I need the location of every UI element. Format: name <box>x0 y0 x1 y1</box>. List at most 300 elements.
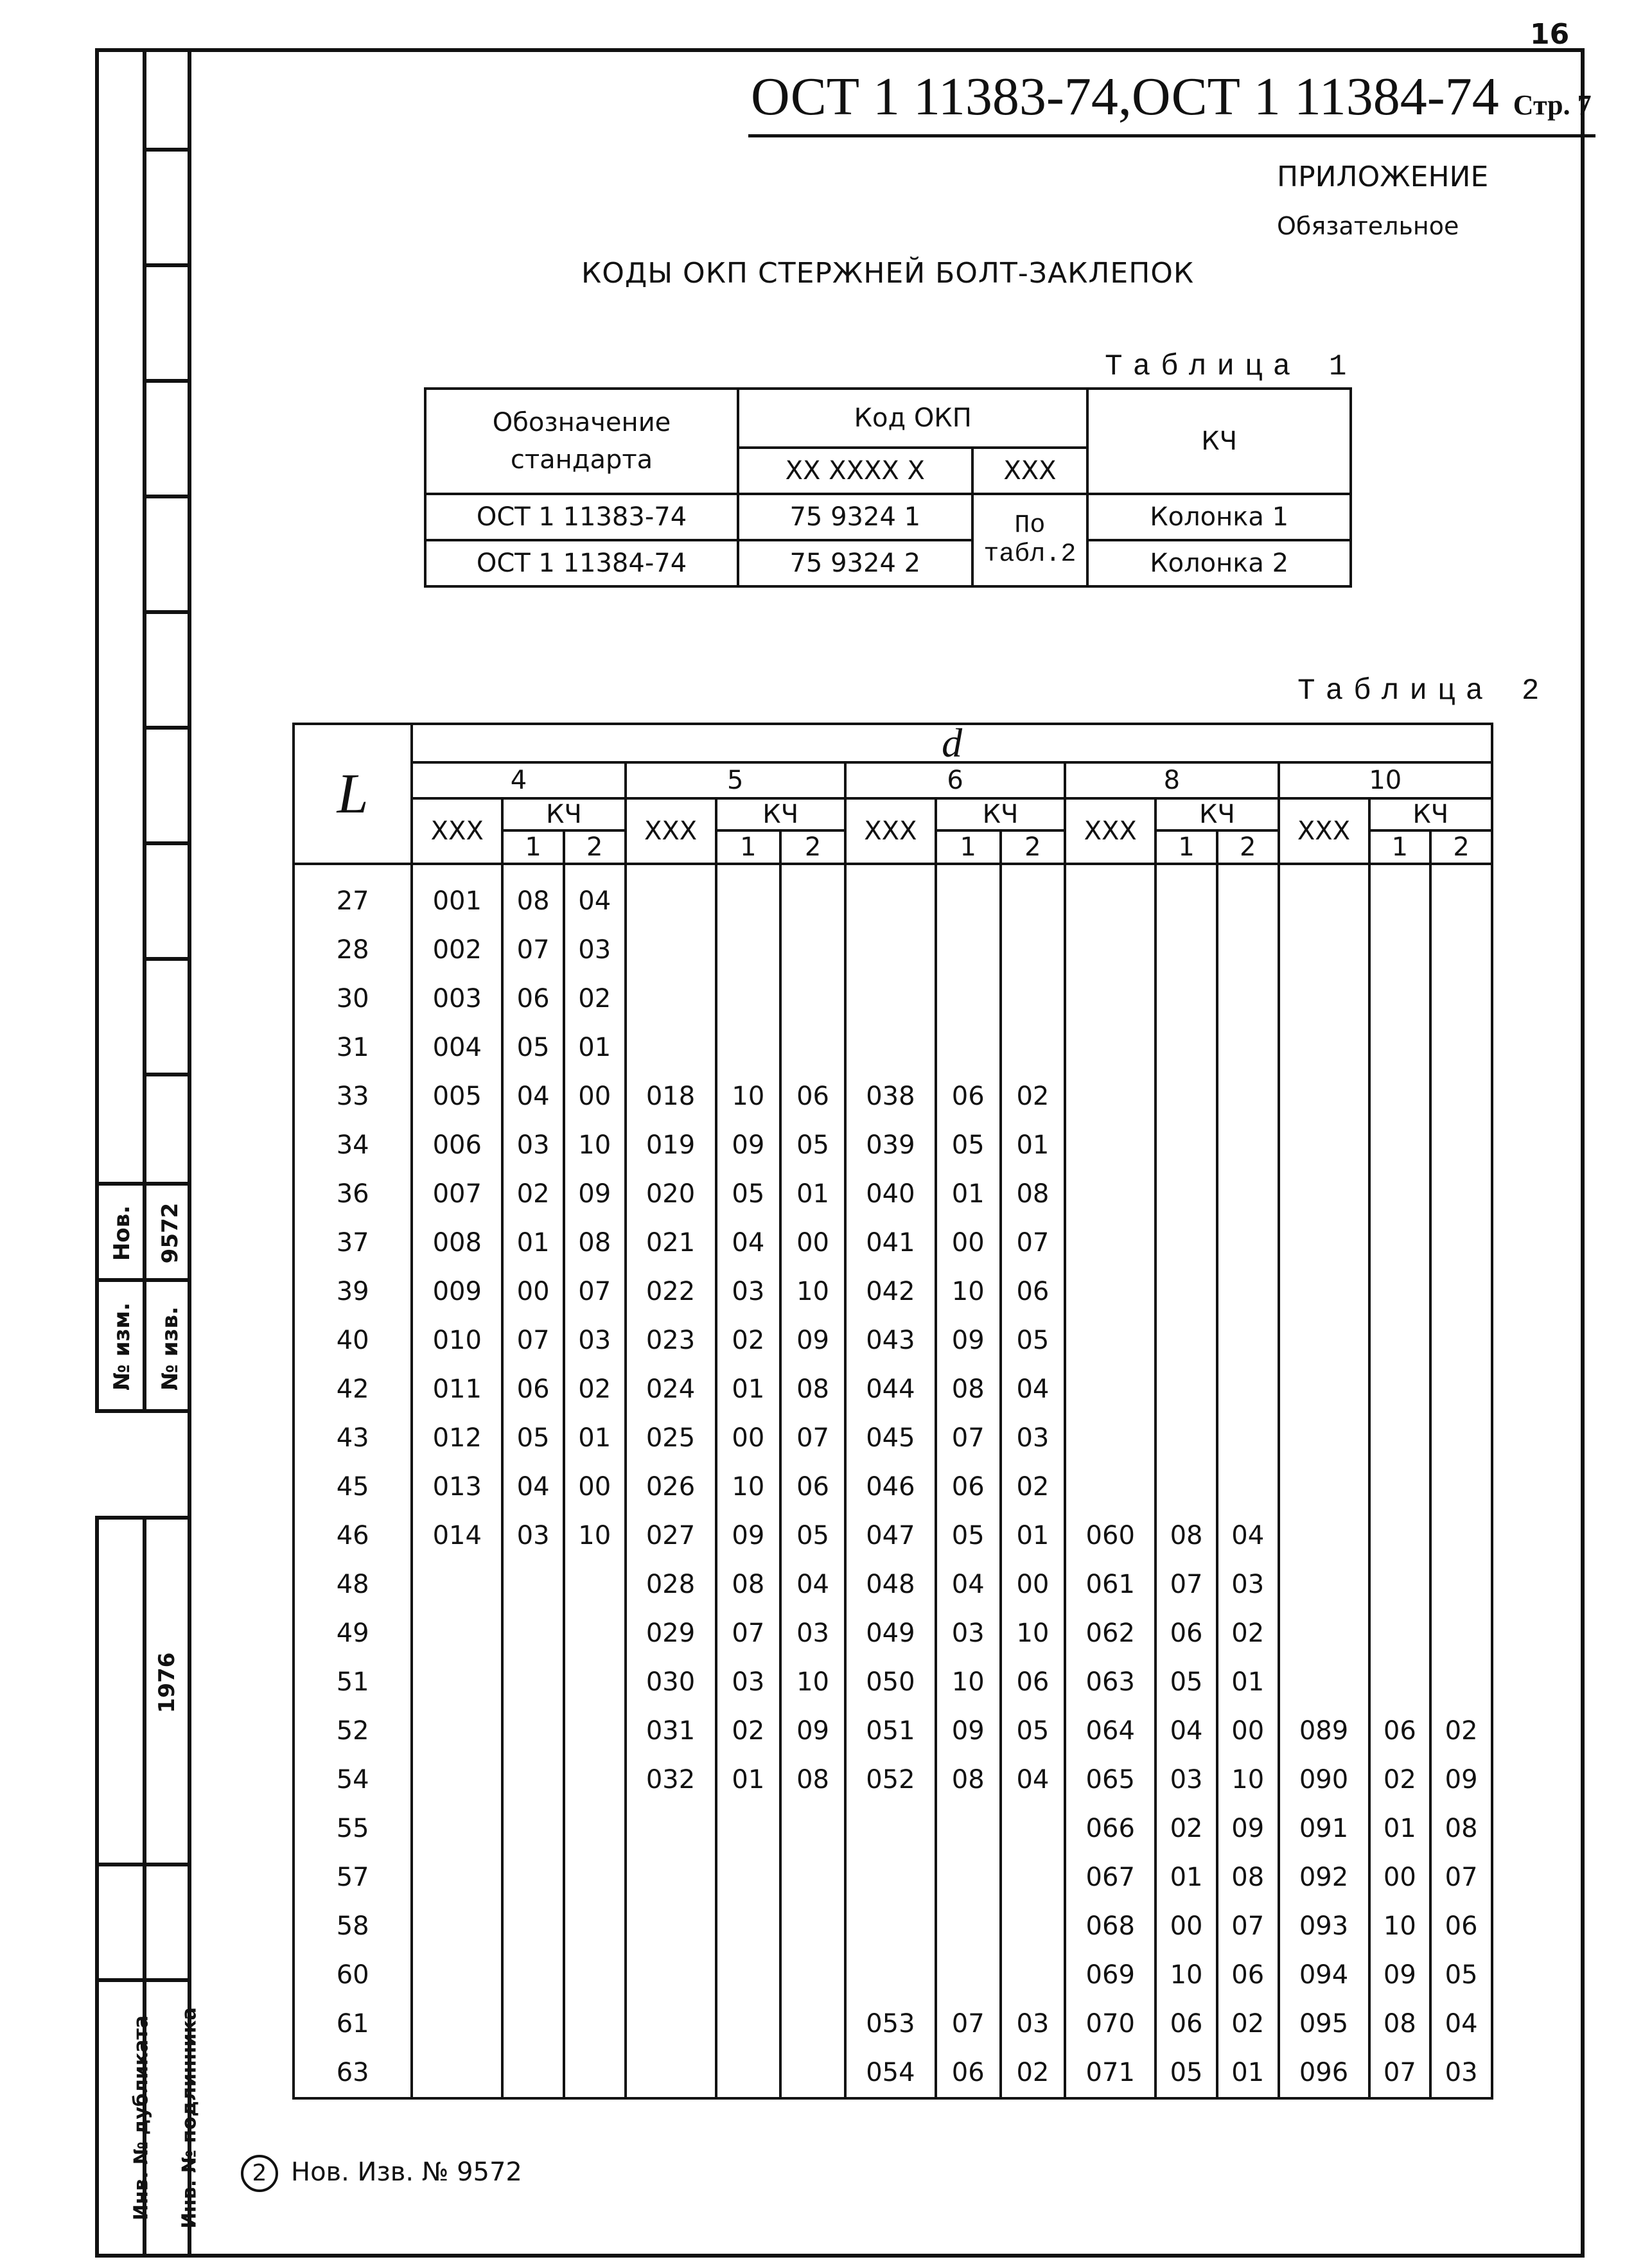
table2-cell: 09 <box>1369 1951 1431 1999</box>
table2-cell: 03 <box>502 1121 564 1170</box>
table2-cell <box>1065 1218 1156 1267</box>
table2-cell <box>1369 1560 1431 1609</box>
table2-cell: 09 <box>780 1316 845 1365</box>
table2-xxx-header: XXX <box>412 798 502 864</box>
table2-cell <box>1279 1316 1369 1365</box>
table2-cell <box>564 1902 626 1951</box>
table2-cell: 068 <box>1065 1902 1156 1951</box>
table2-cell <box>564 1804 626 1853</box>
table2-cell <box>1065 1462 1156 1511</box>
table2-kch-col2-header: 2 <box>1430 830 1492 864</box>
table2-cell: 02 <box>1217 1609 1279 1658</box>
table2-cell: 04 <box>1156 1707 1217 1755</box>
table2-kch-col1-header: 1 <box>936 830 1001 864</box>
table2-cell: 07 <box>716 1609 781 1658</box>
table2-caption: Таблица 2 <box>1297 674 1550 708</box>
table2-cell <box>780 1023 845 1072</box>
table2-cell: 096 <box>1279 2048 1369 2098</box>
table2-kch-header: КЧ <box>1369 798 1493 830</box>
table2-cell <box>1156 1023 1217 1072</box>
table2-cell: 06 <box>1001 1267 1066 1316</box>
table2-cell: 06 <box>936 1072 1001 1121</box>
table2-kch-col1-header: 1 <box>1369 830 1431 864</box>
table2-cell: 095 <box>1279 1999 1369 2048</box>
table2-cell <box>412 1560 502 1609</box>
table1-cell-kch: Колонка 2 <box>1087 540 1351 586</box>
table2-kch-col2-header: 2 <box>564 830 626 864</box>
table2-cell: 02 <box>1217 1999 1279 2048</box>
table2-cell: 04 <box>1001 1755 1066 1804</box>
table2-cell: 005 <box>412 1072 502 1121</box>
table2-cell <box>845 1804 936 1853</box>
table1-cell-kch: Колонка 1 <box>1087 494 1351 540</box>
table2-cell: 07 <box>780 1414 845 1462</box>
table2-cell <box>1217 974 1279 1023</box>
table2-cell <box>845 926 936 974</box>
table2-cell: 03 <box>564 1316 626 1365</box>
table2-cell <box>412 1951 502 1999</box>
table2-cell: 07 <box>936 1999 1001 2048</box>
table2-cell <box>1430 1560 1492 1609</box>
table2-cell <box>412 1658 502 1707</box>
table1-header-standard: Обозначение стандарта <box>425 389 738 494</box>
table2-cell <box>1001 926 1066 974</box>
table-row <box>294 2048 1492 2098</box>
table2-cell <box>1217 926 1279 974</box>
table2-cell: 01 <box>1156 1853 1217 1902</box>
table2-cell: 03 <box>564 926 626 974</box>
sidebar-rule <box>95 1278 191 1282</box>
table2-cell <box>1156 864 1217 926</box>
table2-cell: 09 <box>564 1170 626 1218</box>
table2-cell: 06 <box>1001 1658 1066 1707</box>
table2-cell: 09 <box>1430 1755 1492 1804</box>
table2-cell <box>502 1951 564 1999</box>
table2-length-cell: 49 <box>294 1609 412 1658</box>
table2-kch-col1-header: 1 <box>1156 830 1217 864</box>
table2-cell: 04 <box>1217 1511 1279 1560</box>
table2-cell: 00 <box>1001 1560 1066 1609</box>
table2-cell: 03 <box>780 1609 845 1658</box>
table2-diameter-header: 8 <box>1065 762 1278 798</box>
table2-cell: 008 <box>412 1218 502 1267</box>
table-row <box>294 974 1492 1023</box>
table2-cell <box>1369 1218 1431 1267</box>
table2-cell <box>1156 1365 1217 1414</box>
table2-xxx-header: XXX <box>1065 798 1156 864</box>
table2-cell: 02 <box>1430 1707 1492 1755</box>
table2-cell: 02 <box>716 1707 781 1755</box>
table2-cell: 05 <box>502 1023 564 1072</box>
table2-cell <box>1369 1511 1431 1560</box>
table2-length-cell: 33 <box>294 1072 412 1121</box>
table2-cell: 10 <box>936 1267 1001 1316</box>
table2-cell: 07 <box>1430 1853 1492 1902</box>
table2-cell <box>564 1707 626 1755</box>
table2-cell <box>1156 1170 1217 1218</box>
table2-kch-header: КЧ <box>716 798 845 830</box>
table2-cell <box>502 1902 564 1951</box>
table2-cell: 021 <box>626 1218 716 1267</box>
table2-cell <box>626 1999 716 2048</box>
table2-cell <box>716 926 781 974</box>
table2-cell <box>1217 1267 1279 1316</box>
table2-kch-col2-header: 2 <box>780 830 845 864</box>
table2-cell <box>1369 1023 1431 1072</box>
table2-cell <box>1001 1902 1066 1951</box>
table2-d-header: d <box>412 724 1492 762</box>
table2-cell: 03 <box>1001 1999 1066 2048</box>
table2-cell: 01 <box>936 1170 1001 1218</box>
table2-cell <box>716 1999 781 2048</box>
table2-cell: 10 <box>716 1462 781 1511</box>
table2-cell: 042 <box>845 1267 936 1316</box>
table2-cell: 011 <box>412 1365 502 1414</box>
table2-cell <box>1217 1316 1279 1365</box>
table2-cell: 039 <box>845 1121 936 1170</box>
table2-cell: 05 <box>502 1414 564 1462</box>
table-row <box>294 1853 1492 1902</box>
table2-length-cell: 28 <box>294 926 412 974</box>
table2-cell <box>936 1023 1001 1072</box>
table2-cell: 07 <box>502 926 564 974</box>
table2-cell <box>1369 1072 1431 1121</box>
table-row <box>294 1267 1492 1316</box>
table2-cell: 00 <box>564 1462 626 1511</box>
table2-cell <box>626 974 716 1023</box>
table2-cell: 010 <box>412 1316 502 1365</box>
table-row <box>294 1658 1492 1707</box>
table2-length-cell: 63 <box>294 2048 412 2098</box>
table2-cell: 02 <box>1001 1072 1066 1121</box>
table2-cell: 07 <box>1001 1218 1066 1267</box>
table2-cell: 05 <box>780 1511 845 1560</box>
table2-length-cell: 48 <box>294 1560 412 1609</box>
table2-xxx-header: XXX <box>845 798 936 864</box>
table2-cell: 069 <box>1065 1951 1156 1999</box>
table2 <box>292 720 1493 2100</box>
table2-cell <box>1279 1511 1369 1560</box>
table2-cell <box>1156 926 1217 974</box>
sidebar-rule <box>95 1978 191 1982</box>
table2-cell: 06 <box>780 1462 845 1511</box>
table2-cell <box>936 1951 1001 1999</box>
table2-length-cell: 55 <box>294 1804 412 1853</box>
table2-diameter-header: 4 <box>412 762 625 798</box>
table2-cell <box>1065 1267 1156 1316</box>
table2-kch-col1-header: 1 <box>502 830 564 864</box>
table2-cell <box>1430 1365 1492 1414</box>
table2-cell: 089 <box>1279 1707 1369 1755</box>
standard-header <box>748 66 1595 137</box>
table2-length-cell: 45 <box>294 1462 412 1511</box>
sidebar-rule <box>146 957 191 961</box>
table-row <box>294 1072 1492 1121</box>
table2-cell: 049 <box>845 1609 936 1658</box>
table2-kch-header: КЧ <box>1156 798 1278 830</box>
table2-cell <box>1065 974 1156 1023</box>
table2-cell: 10 <box>1156 1951 1217 1999</box>
table1-header-okp: Код ОКП <box>738 389 1087 448</box>
table-row <box>294 1755 1492 1804</box>
table2-cell: 018 <box>626 1072 716 1121</box>
table2-cell: 06 <box>502 974 564 1023</box>
table2-cell <box>412 1609 502 1658</box>
table2-cell: 03 <box>1430 2048 1492 2098</box>
table2-cell: 05 <box>936 1511 1001 1560</box>
table2-cell: 053 <box>845 1999 936 2048</box>
table2-kch-col2-header: 2 <box>1001 830 1066 864</box>
table2-cell: 040 <box>845 1170 936 1218</box>
table2-cell <box>502 1658 564 1707</box>
table2-cell <box>1369 1462 1431 1511</box>
table2-cell: 01 <box>1217 2048 1279 2098</box>
table2-cell: 04 <box>936 1560 1001 1609</box>
table2-cell: 013 <box>412 1462 502 1511</box>
table2-cell: 00 <box>936 1218 1001 1267</box>
table-row <box>294 1121 1492 1170</box>
table2-cell <box>1369 1170 1431 1218</box>
table2-length-cell: 54 <box>294 1755 412 1804</box>
sidebar-year: 1976 <box>154 1652 180 1714</box>
sidebar-izv-number: 9572 <box>157 1202 183 1264</box>
table2-cell <box>1279 1609 1369 1658</box>
table2-cell: 014 <box>412 1511 502 1560</box>
table2-cell <box>1430 1462 1492 1511</box>
table2-cell: 00 <box>1156 1902 1217 1951</box>
table2-length-cell: 51 <box>294 1658 412 1707</box>
table2-cell <box>1217 1023 1279 1072</box>
table2-cell <box>1369 1414 1431 1462</box>
table2-cell <box>564 1853 626 1902</box>
table2-cell <box>1430 1316 1492 1365</box>
table2-length-cell: 37 <box>294 1218 412 1267</box>
table2-cell <box>412 1999 502 2048</box>
table2-cell <box>502 1707 564 1755</box>
table2-length-cell: 39 <box>294 1267 412 1316</box>
table1 <box>424 387 1352 588</box>
table2-cell: 02 <box>716 1316 781 1365</box>
table2-cell <box>1217 864 1279 926</box>
table2-cell <box>1430 1023 1492 1072</box>
table2-cell: 003 <box>412 974 502 1023</box>
table2-cell: 08 <box>780 1755 845 1804</box>
table2-cell: 093 <box>1279 1902 1369 1951</box>
table2-cell <box>502 1853 564 1902</box>
table2-cell: 06 <box>1217 1951 1279 1999</box>
table2-cell <box>1430 1511 1492 1560</box>
table2-cell: 00 <box>1369 1853 1431 1902</box>
table2-cell <box>1279 1121 1369 1170</box>
appendix-note: Обязательное <box>1277 212 1459 240</box>
table2-cell: 06 <box>780 1072 845 1121</box>
table2-cell <box>1430 974 1492 1023</box>
table2-cell <box>780 1853 845 1902</box>
table2-cell <box>1369 926 1431 974</box>
table2-diameter-header: 6 <box>845 762 1065 798</box>
table2-cell: 08 <box>1217 1853 1279 1902</box>
table2-cell: 06 <box>1430 1902 1492 1951</box>
table2-cell: 02 <box>502 1170 564 1218</box>
table1-caption: Таблица 1 <box>1105 350 1357 383</box>
table2-cell: 08 <box>564 1218 626 1267</box>
table2-cell <box>1156 1072 1217 1121</box>
table2-cell <box>412 1707 502 1755</box>
table2-cell <box>564 1755 626 1804</box>
table2-cell <box>1217 1414 1279 1462</box>
table2-cell <box>626 1853 716 1902</box>
table2-cell: 02 <box>564 1365 626 1414</box>
table2-cell: 04 <box>502 1462 564 1511</box>
table2-cell <box>716 864 781 926</box>
table2-cell: 064 <box>1065 1707 1156 1755</box>
table2-cell: 051 <box>845 1707 936 1755</box>
table2-kch-header: КЧ <box>502 798 625 830</box>
table2-cell: 060 <box>1065 1511 1156 1560</box>
table2-cell <box>1217 1462 1279 1511</box>
table2-cell: 03 <box>936 1609 1001 1658</box>
table2-cell: 05 <box>780 1121 845 1170</box>
table2-cell: 08 <box>1156 1511 1217 1560</box>
table2-cell <box>412 2048 502 2098</box>
table2-cell <box>1217 1365 1279 1414</box>
sidebar-rule <box>146 1073 191 1076</box>
table2-cell <box>412 1902 502 1951</box>
table2-cell: 063 <box>1065 1658 1156 1707</box>
table-row <box>294 1414 1492 1462</box>
table2-length-cell: 40 <box>294 1316 412 1365</box>
table2-cell <box>564 1560 626 1609</box>
table2-cell: 067 <box>1065 1853 1156 1902</box>
table2-cell: 09 <box>780 1707 845 1755</box>
table2-cell <box>1430 1658 1492 1707</box>
table2-cell: 004 <box>412 1023 502 1072</box>
table2-cell: 05 <box>936 1121 1001 1170</box>
table2-cell <box>936 926 1001 974</box>
table2-cell: 10 <box>1369 1902 1431 1951</box>
table2-cell: 030 <box>626 1658 716 1707</box>
table2-cell: 092 <box>1279 1853 1369 1902</box>
table2-cell <box>1279 1414 1369 1462</box>
table2-cell <box>1430 1414 1492 1462</box>
table2-cell: 04 <box>502 1072 564 1121</box>
table2-cell: 048 <box>845 1560 936 1609</box>
table2-cell: 01 <box>716 1365 781 1414</box>
table2-cell: 01 <box>1217 1658 1279 1707</box>
table2-cell <box>1369 1658 1431 1707</box>
table2-cell <box>845 864 936 926</box>
table2-cell: 066 <box>1065 1804 1156 1853</box>
table-row <box>294 1023 1492 1072</box>
table2-cell <box>780 864 845 926</box>
table2-cell: 026 <box>626 1462 716 1511</box>
page-label: Стр. 7 <box>1513 89 1592 121</box>
table2-cell: 061 <box>1065 1560 1156 1609</box>
table2-cell <box>1430 926 1492 974</box>
table2-cell: 062 <box>1065 1609 1156 1658</box>
table2-cell <box>1156 1414 1217 1462</box>
table2-cell <box>1217 1072 1279 1121</box>
table2-cell: 024 <box>626 1365 716 1414</box>
table2-cell <box>845 1023 936 1072</box>
table2-cell: 094 <box>1279 1951 1369 1999</box>
table2-cell: 10 <box>564 1121 626 1170</box>
table2-cell: 08 <box>1001 1170 1066 1218</box>
table2-cell: 032 <box>626 1755 716 1804</box>
table-row <box>294 1804 1492 1853</box>
table2-diameter-header: 5 <box>626 762 845 798</box>
table2-kch-col2-header: 2 <box>1217 830 1279 864</box>
table2-cell <box>412 1853 502 1902</box>
table2-cell: 01 <box>1001 1121 1066 1170</box>
table-row <box>294 1218 1492 1267</box>
sidebar-rule <box>146 148 191 152</box>
table2-cell <box>1065 926 1156 974</box>
table2-cell <box>1279 1023 1369 1072</box>
table2-cell: 02 <box>1001 2048 1066 2098</box>
table-row <box>294 1462 1492 1511</box>
sidebar-inv-original-label: Инв. № подлинника <box>178 2007 201 2229</box>
table2-cell: 08 <box>502 864 564 926</box>
table1-header-kch: КЧ <box>1087 389 1351 494</box>
table2-cell <box>1156 974 1217 1023</box>
table2-cell: 08 <box>936 1755 1001 1804</box>
table2-cell <box>1001 1951 1066 1999</box>
table2-cell <box>564 1658 626 1707</box>
table2-cell: 03 <box>716 1658 781 1707</box>
standard-designations: ОСТ 1 11383-74,ОСТ 1 11384-74 <box>751 67 1499 127</box>
table2-cell: 046 <box>845 1462 936 1511</box>
table2-cell: 01 <box>502 1218 564 1267</box>
table2-cell <box>1156 1316 1217 1365</box>
table2-cell <box>502 1609 564 1658</box>
table2-length-cell: 52 <box>294 1707 412 1755</box>
table2-cell: 05 <box>716 1170 781 1218</box>
table2-cell: 020 <box>626 1170 716 1218</box>
change-note <box>241 2155 522 2192</box>
table2-cell <box>1065 1365 1156 1414</box>
table2-cell: 08 <box>716 1560 781 1609</box>
table2-cell <box>780 974 845 1023</box>
table2-cell <box>1430 1267 1492 1316</box>
table2-cell <box>1369 1609 1431 1658</box>
table2-cell: 041 <box>845 1218 936 1267</box>
table2-cell <box>1430 1609 1492 1658</box>
table2-cell: 06 <box>936 2048 1001 2098</box>
table2-cell: 01 <box>564 1023 626 1072</box>
table-row <box>294 1316 1492 1365</box>
table2-cell <box>502 2048 564 2098</box>
table2-cell <box>936 974 1001 1023</box>
table2-cell: 08 <box>1369 1999 1431 2048</box>
table1-cell-code: 75 9324 1 <box>738 494 972 540</box>
table2-cell: 08 <box>1430 1804 1492 1853</box>
table1-header-okp-b: XXX <box>972 448 1088 494</box>
table2-cell: 01 <box>716 1755 781 1804</box>
table2-cell <box>564 2048 626 2098</box>
sidebar-inv-duplicate-label: Инв. № дубликата <box>130 2015 153 2221</box>
table2-cell: 029 <box>626 1609 716 1658</box>
table2-cell: 05 <box>1430 1951 1492 1999</box>
table-row <box>294 1707 1492 1755</box>
table2-cell: 090 <box>1279 1755 1369 1804</box>
table2-cell: 06 <box>1156 1999 1217 2048</box>
table2-cell: 02 <box>564 974 626 1023</box>
table-row <box>294 1609 1492 1658</box>
table2-cell <box>626 1951 716 1999</box>
table2-cell: 07 <box>564 1267 626 1316</box>
table2-cell <box>1065 1121 1156 1170</box>
